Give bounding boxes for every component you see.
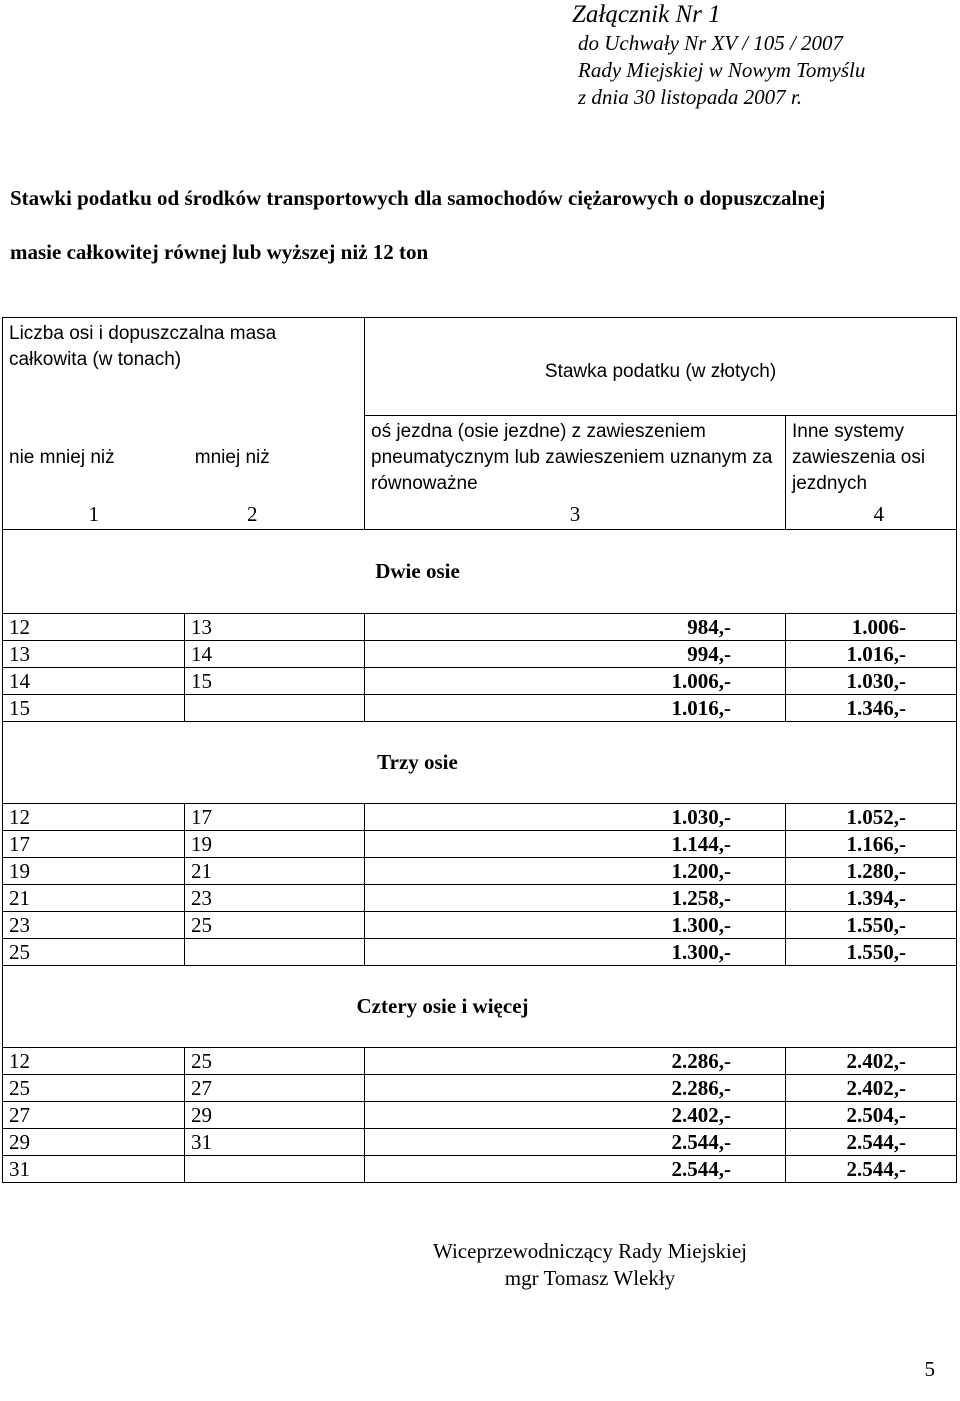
cell-other: 1.016,- [786, 641, 957, 668]
cell-to [185, 1156, 365, 1183]
annex-header [572, 0, 865, 111]
table-row [3, 614, 957, 641]
cell-other: 2.402,- [786, 1048, 957, 1075]
cell-pneumatic: 2.286,- [365, 1048, 786, 1075]
cell-other: 1.052,- [786, 804, 957, 831]
cell-other: 2.402,- [786, 1075, 957, 1102]
cell-from: 12 [3, 804, 185, 831]
section-title: Dwie osie [3, 530, 957, 614]
col-number-4: 4 [786, 500, 957, 530]
cell-from: 21 [3, 885, 185, 912]
cell-pneumatic: 2.544,- [365, 1129, 786, 1156]
section-header-row [3, 966, 957, 1048]
cell-to [185, 939, 365, 966]
table-row [3, 885, 957, 912]
section-title: Trzy osie [3, 722, 957, 804]
cell-pneumatic: 2.544,- [365, 1156, 786, 1183]
cell-to: 25 [185, 912, 365, 939]
table-head-row [3, 318, 957, 416]
tax-rates-table [2, 317, 957, 1183]
cell-from: 31 [3, 1156, 185, 1183]
table-row [3, 1075, 957, 1102]
cell-to: 17 [185, 804, 365, 831]
table-row [3, 641, 957, 668]
cell-from: 15 [3, 695, 185, 722]
head-rate: Stawka podatku (w złotych) [365, 318, 957, 416]
cell-to [185, 695, 365, 722]
cell-to: 29 [185, 1102, 365, 1129]
col-number-1: 1 [3, 500, 185, 530]
section-header-row [3, 722, 957, 804]
cell-to: 13 [185, 614, 365, 641]
head-axles-mass: Liczba osi i dopuszczalna masa całkowita (w tonach) [3, 318, 365, 416]
cell-pneumatic: 984,- [365, 614, 786, 641]
cell-other: 2.504,- [786, 1102, 957, 1129]
cell-other: 1.550,- [786, 939, 957, 966]
section-header-row [3, 530, 957, 614]
cell-other: 1.280,- [786, 858, 957, 885]
cell-from: 27 [3, 1102, 185, 1129]
cell-other: 2.544,- [786, 1156, 957, 1183]
section-title: Cztery osie i więcej [3, 966, 957, 1048]
cell-from: 13 [3, 641, 185, 668]
cell-from: 29 [3, 1129, 185, 1156]
cell-pneumatic: 994,- [365, 641, 786, 668]
cell-pneumatic: 2.286,- [365, 1075, 786, 1102]
annex-council: Rady Miejskiej w Nowym Tomyślu [578, 58, 866, 82]
col-less: mniej niż [194, 447, 270, 468]
table-row [3, 668, 957, 695]
cell-to: 31 [185, 1129, 365, 1156]
cell-pneumatic: 1.300,- [365, 912, 786, 939]
cell-pneumatic: 1.200,- [365, 858, 786, 885]
col-other: Inne systemy zawieszenia osi jezdnych [786, 416, 957, 500]
annex-resolution: do Uchwały Nr XV / 105 / 2007 [578, 31, 844, 55]
table-row [3, 695, 957, 722]
annex-date: z dnia 30 listopada 2007 r. [578, 85, 803, 109]
cell-other: 1.006- [786, 614, 957, 641]
col-number-2: 2 [185, 500, 365, 530]
cell-from: 12 [3, 614, 185, 641]
cell-to: 27 [185, 1075, 365, 1102]
cell-pneumatic: 1.258,- [365, 885, 786, 912]
cell-to: 14 [185, 641, 365, 668]
cell-pneumatic: 1.144,- [365, 831, 786, 858]
document-title-line2: masie całkowitej równej lub wyższej niż 12 ton [10, 240, 429, 264]
cell-to: 21 [185, 858, 365, 885]
annex-title: Załącznik Nr 1 [572, 1, 721, 28]
cell-pneumatic: 1.006,- [365, 668, 786, 695]
col-number-3: 3 [365, 500, 786, 530]
col-pneumatic: oś jezdna (osie jezdne) z zawieszeniem pneumatycznym lub zawieszeniem uznanym za równoważne [365, 416, 786, 500]
cell-other: 1.394,- [786, 885, 957, 912]
cell-to: 23 [185, 885, 365, 912]
cell-to: 19 [185, 831, 365, 858]
table-row [3, 858, 957, 885]
cell-pneumatic: 2.402,- [365, 1102, 786, 1129]
col-not-less: nie mniej niż [3, 416, 185, 500]
cell-to: 15 [185, 668, 365, 695]
table-row [3, 1129, 957, 1156]
cell-other: 1.166,- [786, 831, 957, 858]
table-row [3, 831, 957, 858]
cell-other: 1.346,- [786, 695, 957, 722]
cell-pneumatic: 1.030,- [365, 804, 786, 831]
cell-to: 25 [185, 1048, 365, 1075]
cell-from: 12 [3, 1048, 185, 1075]
document-title-line1: Stawki podatku od środków transportowych dla samochodów ciężarowych o dopuszczalnej [10, 186, 826, 210]
table-subhead-row [3, 416, 957, 500]
cell-other: 1.030,- [786, 668, 957, 695]
cell-from: 25 [3, 939, 185, 966]
cell-other: 1.550,- [786, 912, 957, 939]
page-number: 5 [924, 1357, 935, 1381]
cell-from: 14 [3, 668, 185, 695]
table-row [3, 1156, 957, 1183]
cell-from: 19 [3, 858, 185, 885]
cell-from: 17 [3, 831, 185, 858]
cell-pneumatic: 1.300,- [365, 939, 786, 966]
table-row [3, 1102, 957, 1129]
table-row [3, 912, 957, 939]
column-numbers-row [3, 500, 957, 530]
cell-other: 2.544,- [786, 1129, 957, 1156]
table-row [3, 939, 957, 966]
cell-from: 23 [3, 912, 185, 939]
table-row [3, 804, 957, 831]
cell-from: 25 [3, 1075, 185, 1102]
signature-name: mgr Tomasz Wlekły [504, 1266, 676, 1290]
signature-role: Wiceprzewodniczący Rady Miejskiej [432, 1239, 748, 1263]
table-row [3, 1048, 957, 1075]
cell-pneumatic: 1.016,- [365, 695, 786, 722]
